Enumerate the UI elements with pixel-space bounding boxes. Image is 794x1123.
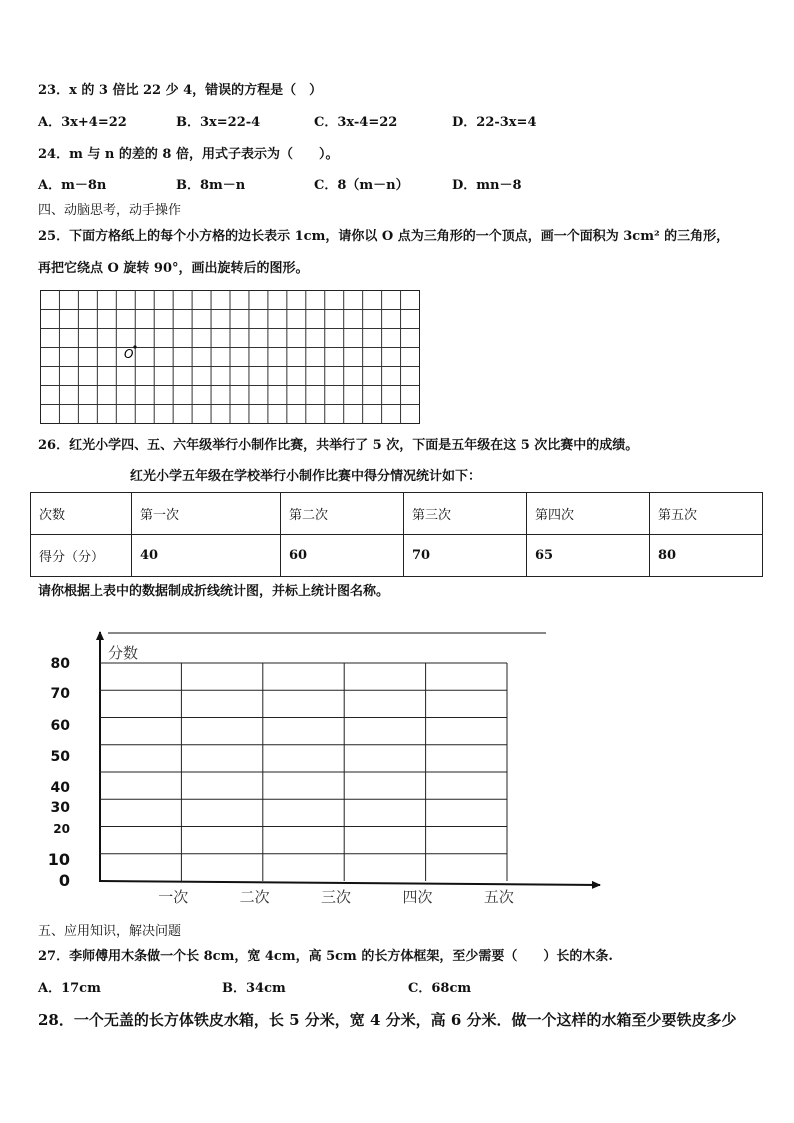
- q27-option-b: B．34cm: [222, 981, 286, 996]
- table-score-5: 80: [650, 535, 763, 577]
- table-row-scores: [31, 535, 763, 577]
- x-axis: [100, 881, 600, 885]
- q24-option-a: A．m－8n: [38, 178, 107, 193]
- x-category-label: 一次: [158, 888, 189, 906]
- q23-option-a: A．3x+4=22: [38, 115, 127, 130]
- table-round-5: 第五次: [650, 493, 763, 535]
- y-tick-label: 60: [50, 718, 70, 734]
- y-tick-label: 80: [50, 656, 70, 672]
- y-tick-label: 70: [50, 686, 70, 702]
- q26-stem: 26．红光小学四、五、六年级举行小制作比赛，共举行了 5 次，下面是五年级在这 5 次比赛中的成绩。: [38, 438, 639, 453]
- score-table: [30, 492, 763, 577]
- q23-stem: 23．x 的 3 倍比 22 少 4，错误的方程是（ ）: [38, 83, 323, 98]
- q23-option-d: D．22-3x=4: [452, 115, 537, 130]
- q27-stem: 27．李师傅用木条做一个长 8cm，宽 4cm，高 5cm 的长方体框架，至少需要（ ）长的木条.: [38, 949, 613, 964]
- y-tick-label: 30: [50, 800, 70, 816]
- q24-stem: 24．m 与 n 的差的 8 倍，用式子表示为（ ）。: [38, 147, 339, 162]
- q24-option-c: C．8（m－n）: [314, 178, 409, 193]
- x-category-label: 五次: [483, 888, 514, 906]
- square-grid-paper[interactable]: [40, 290, 422, 426]
- table-round-4: 第四次: [527, 493, 650, 535]
- q26-instruction: 请你根据上表中的数据制成折线统计图，并标上统计图名称。: [38, 584, 390, 599]
- y-tick-label: 0: [58, 871, 70, 890]
- section-5-title: 五、应用知识，解决问题: [38, 924, 182, 939]
- q25-line-1: 25．下面方格纸上的每个小方格的边长表示 1cm，请你以 O 点为三角形的一个顶点，画一个面积为 3cm² 的三角形，: [38, 229, 730, 244]
- q27-option-a: A．17cm: [38, 981, 101, 996]
- point-o-marker: [133, 345, 136, 348]
- blank-line-chart[interactable]: [0, 620, 794, 910]
- y-tick-label: 50: [50, 749, 70, 765]
- table-row-label: 得分（分）: [31, 535, 132, 577]
- table-score-3: 70: [404, 535, 527, 577]
- q25-line-2: 再把它绕点 O 旋转 90°，画出旋转后的图形。: [38, 261, 309, 276]
- q23-option-c: C．3x-4=22: [314, 115, 398, 130]
- y-tick-label: 20: [53, 822, 70, 836]
- table-round-1: 第一次: [132, 493, 281, 535]
- table-header-label: 次数: [31, 493, 132, 535]
- q28-stem: 28．一个无盖的长方体铁皮水箱，长 5 分米，宽 4 分米，高 6 分米．做一个这样的水箱至少要铁皮多少: [38, 1011, 737, 1029]
- q27-option-c: C．68cm: [408, 981, 472, 996]
- table-score-1: 40: [132, 535, 281, 577]
- x-category-label: 四次: [402, 888, 433, 906]
- table-score-4: 65: [527, 535, 650, 577]
- point-o-label: O: [124, 347, 134, 361]
- x-category-label: 二次: [239, 888, 270, 906]
- table-round-2: 第二次: [281, 493, 404, 535]
- y-tick-label: 40: [50, 780, 70, 796]
- y-tick-label: 10: [47, 850, 70, 869]
- x-category-label: 三次: [321, 888, 352, 906]
- q24-option-b: B．8m－n: [176, 178, 246, 193]
- table-score-2: 60: [281, 535, 404, 577]
- q24-option-d: D．mn－8: [452, 178, 522, 193]
- section-4-title: 四、动脑思考，动手操作: [38, 203, 182, 218]
- q23-option-b: B．3x=22-4: [176, 115, 261, 130]
- table-round-3: 第三次: [404, 493, 527, 535]
- y-axis-label: 分数: [108, 644, 139, 662]
- table-row-rounds: [31, 493, 763, 535]
- q26-table-caption: 红光小学五年级在学校举行小制作比赛中得分情况统计如下：: [130, 469, 482, 484]
